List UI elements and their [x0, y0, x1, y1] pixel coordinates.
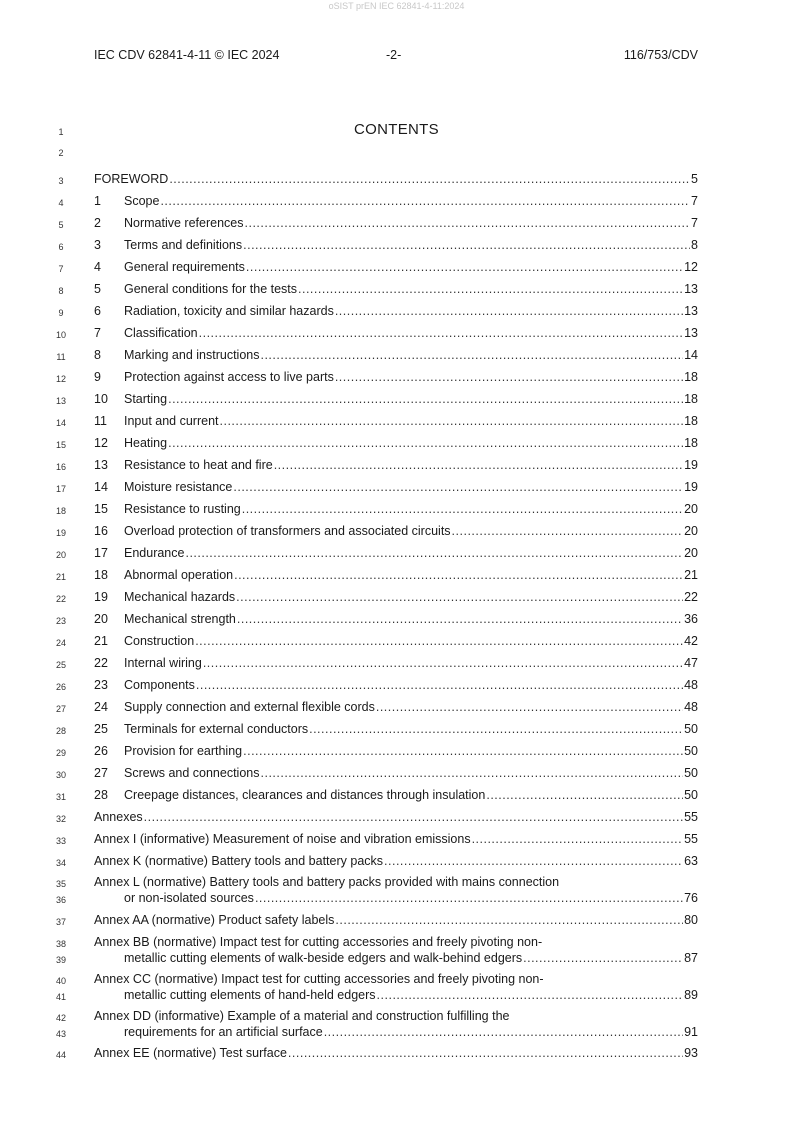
toc-entry-title: or non-isolated sources	[124, 891, 254, 905]
toc-entry-page: 22	[684, 590, 698, 604]
toc-entry-title: requirements for an artificial surface	[124, 1025, 323, 1039]
dot-leader	[274, 458, 683, 473]
toc-entry-title: Input and current	[124, 414, 219, 428]
line-number: 13	[55, 396, 66, 406]
dot-leader	[377, 988, 684, 1003]
toc-entry-number: 5	[94, 282, 101, 296]
toc-entry[interactable]	[94, 436, 698, 451]
toc-entry-page: 50	[684, 744, 698, 758]
toc-entry-page: 89	[684, 988, 698, 1002]
line-number: 44	[55, 1050, 66, 1060]
toc-entry[interactable]	[94, 480, 698, 495]
toc-entry-page: 50	[684, 766, 698, 780]
toc-entry[interactable]	[94, 414, 698, 429]
toc-entry-title: Creepage distances, clearances and distances through insulation	[124, 788, 486, 802]
toc-entry-title: Supply connection and external flexible cords	[124, 700, 375, 714]
dot-leader	[233, 480, 683, 495]
toc-entry[interactable]	[94, 656, 698, 671]
toc-entry-title: Annex AA (normative) Product safety labels	[94, 913, 335, 927]
line-number: 28	[55, 726, 66, 736]
dot-leader	[220, 414, 684, 429]
dot-leader	[237, 612, 683, 627]
line-number: 32	[55, 814, 66, 824]
toc-entry-title-first-line[interactable]: Annex DD (informative) Example of a material and construction fulfilling the	[94, 1009, 510, 1023]
toc-entry-number: 9	[94, 370, 101, 384]
toc-entry-page: 13	[684, 282, 698, 296]
line-number: 40	[55, 976, 66, 986]
dot-leader	[236, 590, 683, 605]
dot-leader	[288, 1046, 683, 1061]
toc-entry[interactable]	[94, 502, 698, 517]
toc-entry[interactable]	[94, 370, 698, 385]
toc-entry[interactable]	[94, 590, 698, 605]
line-number: 43	[55, 1029, 66, 1039]
toc-entry-title: Terms and definitions	[124, 238, 243, 252]
toc-entry-title: Mechanical hazards	[124, 590, 236, 604]
dot-leader	[309, 722, 683, 737]
toc-entry-page: 18	[684, 370, 698, 384]
line-number: 31	[55, 792, 66, 802]
toc-entry-title: Annex K (normative) Battery tools and battery packs	[94, 854, 384, 868]
toc-entry-number: 6	[94, 304, 101, 318]
dot-leader	[335, 913, 683, 928]
toc-entry-page: 87	[684, 951, 698, 965]
toc-entry[interactable]	[94, 1046, 698, 1061]
toc-entry-title: Screws and connections	[124, 766, 260, 780]
line-number: 42	[55, 1013, 66, 1023]
toc-entry-title: FOREWORD	[94, 172, 169, 186]
toc-entry[interactable]	[94, 326, 698, 341]
line-number: 29	[55, 748, 66, 758]
toc-entry-number: 25	[94, 722, 108, 736]
dot-leader	[452, 524, 684, 539]
dot-leader	[199, 326, 683, 341]
toc-entry-title-first-line[interactable]: Annex L (normative) Battery tools and battery packs provided with mains connection	[94, 875, 560, 889]
dot-leader	[298, 282, 683, 297]
toc-entry-title: Construction	[124, 634, 195, 648]
toc-entry-page: 63	[684, 854, 698, 868]
toc-entry-title: General requirements	[124, 260, 245, 274]
toc-entry-page: 5	[691, 172, 698, 186]
toc-entry-title: Provision for earthing	[124, 744, 243, 758]
toc-entry-page: 91	[684, 1025, 698, 1039]
line-number: 30	[55, 770, 66, 780]
dot-leader	[260, 348, 683, 363]
dot-leader	[523, 951, 683, 966]
toc-entry-page: 20	[684, 546, 698, 560]
toc-entry-page: 7	[691, 216, 698, 230]
toc-entry-title: metallic cutting elements of hand-held edgers	[124, 988, 376, 1002]
toc-entry[interactable]	[124, 1025, 698, 1040]
toc-entry-number: 16	[94, 524, 108, 538]
line-number: 39	[55, 955, 66, 965]
toc-entry[interactable]	[94, 913, 698, 928]
line-number: 21	[55, 572, 66, 582]
dot-leader	[160, 194, 690, 209]
toc-entry-page: 55	[684, 810, 698, 824]
toc-entry[interactable]	[94, 788, 698, 803]
toc-entry-number: 18	[94, 568, 108, 582]
toc-entry-title: Components	[124, 678, 195, 692]
toc-entry-page: 80	[684, 913, 698, 927]
toc-entry-page: 93	[684, 1046, 698, 1060]
line-number: 8	[58, 286, 64, 296]
toc-entry-title: Scope	[124, 194, 160, 208]
toc-entry-title: Normative references	[124, 216, 244, 230]
toc-entry-title: Overload protection of transformers and associated circuits	[124, 524, 451, 538]
toc-entry[interactable]	[94, 238, 698, 253]
dot-leader	[472, 832, 684, 847]
line-number: 26	[55, 682, 66, 692]
toc-entry[interactable]	[94, 216, 698, 231]
line-number: 1	[58, 127, 64, 137]
toc-entry-title: Annexes	[94, 810, 143, 824]
line-number: 19	[55, 528, 66, 538]
line-number: 2	[58, 148, 64, 158]
toc-entry-number: 13	[94, 458, 108, 472]
toc-entry[interactable]	[94, 722, 698, 737]
line-number: 18	[55, 506, 66, 516]
page-title: CONTENTS	[354, 121, 439, 138]
toc-entry-page: 18	[684, 414, 698, 428]
watermark: oSIST prEN IEC 62841-4-11:2024	[328, 1, 465, 11]
toc-entry-number: 4	[94, 260, 101, 274]
toc-entry-title: Endurance	[124, 546, 185, 560]
toc-entry-title-first-line[interactable]: Annex CC (normative) Impact test for cutting accessories and freely pivoting non-	[94, 972, 544, 986]
toc-entry-title: Internal wiring	[124, 656, 202, 670]
line-number: 27	[55, 704, 66, 714]
toc-entry-page: 20	[684, 502, 698, 516]
line-number: 35	[55, 879, 66, 889]
dot-leader	[168, 392, 683, 407]
toc-entry-title: Terminals for external conductors	[124, 722, 309, 736]
line-number: 10	[55, 330, 66, 340]
toc-entry-title: Classification	[124, 326, 198, 340]
line-number: 14	[55, 418, 66, 428]
toc-entry-page: 55	[684, 832, 698, 846]
toc-entry-number: 27	[94, 766, 108, 780]
toc-entry[interactable]	[94, 194, 698, 209]
toc-entry[interactable]	[94, 700, 698, 715]
toc-entry[interactable]	[94, 744, 698, 759]
toc-entry-title: Annex EE (normative) Test surface	[94, 1046, 287, 1060]
toc-entry-page: 42	[684, 634, 698, 648]
toc-entry-number: 21	[94, 634, 108, 648]
header-document-ref: 116/753/CDV	[623, 48, 698, 62]
toc-entry-title: Heating	[124, 436, 168, 450]
toc-entry[interactable]	[94, 172, 698, 187]
toc-entry-number: 11	[94, 414, 107, 428]
toc-entry-title: General conditions for the tests	[124, 282, 298, 296]
dot-leader	[376, 700, 683, 715]
toc-entry-title: Moisture resistance	[124, 480, 233, 494]
dot-leader	[196, 678, 683, 693]
dot-leader	[384, 854, 683, 869]
line-number: 25	[55, 660, 66, 670]
toc-entry[interactable]	[94, 678, 698, 693]
line-number: 15	[55, 440, 66, 450]
dot-leader	[335, 304, 683, 319]
toc-entry[interactable]	[124, 891, 698, 906]
toc-entry[interactable]	[124, 988, 698, 1003]
line-number: 5	[58, 220, 64, 230]
toc-entry-number: 20	[94, 612, 108, 626]
line-number: 3	[58, 176, 64, 186]
line-number: 7	[58, 264, 64, 274]
toc-entry-page: 50	[684, 722, 698, 736]
line-number: 24	[55, 638, 66, 648]
toc-entry-page: 18	[684, 392, 698, 406]
toc-entry[interactable]	[94, 282, 698, 297]
toc-entry-page: 7	[691, 194, 698, 208]
toc-entry-page: 19	[684, 458, 698, 472]
toc-entry-number: 12	[94, 436, 108, 450]
toc-entry-page: 13	[684, 304, 698, 318]
line-number: 36	[55, 895, 66, 905]
dot-leader	[195, 634, 683, 649]
dot-leader	[335, 370, 683, 385]
toc-entry-page: 48	[684, 678, 698, 692]
line-number: 6	[58, 242, 64, 252]
toc-entry[interactable]	[94, 854, 698, 869]
line-number: 20	[55, 550, 66, 560]
toc-entry-number: 17	[94, 546, 108, 560]
line-number: 4	[58, 198, 64, 208]
toc-entry-number: 8	[94, 348, 101, 362]
toc-entry-title: Abnormal operation	[124, 568, 234, 582]
toc-entry[interactable]	[94, 546, 698, 561]
toc-entry-page: 14	[684, 348, 698, 362]
toc-entry-title: Marking and instructions	[124, 348, 260, 362]
line-number: 11	[56, 352, 66, 362]
dot-leader	[243, 238, 690, 253]
line-number: 12	[55, 374, 66, 384]
line-number: 22	[55, 594, 66, 604]
line-number: 16	[55, 462, 66, 472]
line-number: 37	[55, 917, 66, 927]
toc-entry[interactable]	[94, 568, 698, 583]
toc-entry-number: 22	[94, 656, 108, 670]
toc-entry-number: 23	[94, 678, 108, 692]
toc-entry[interactable]	[94, 810, 698, 825]
toc-entry[interactable]	[94, 348, 698, 363]
toc-entry[interactable]	[94, 458, 698, 473]
toc-entry-number: 14	[94, 480, 108, 494]
toc-entry-page: 50	[684, 788, 698, 802]
toc-entry-number: 1	[94, 194, 101, 208]
toc-entry-title: Resistance to rusting	[124, 502, 241, 516]
line-number: 34	[55, 858, 66, 868]
line-number: 41	[55, 992, 66, 1002]
toc-entry-number: 24	[94, 700, 108, 714]
dot-leader	[243, 744, 683, 759]
toc-entry-title: Protection against access to live parts	[124, 370, 334, 384]
toc-entry-page: 13	[684, 326, 698, 340]
dot-leader	[169, 172, 690, 187]
line-number: 23	[55, 616, 66, 626]
toc-entry-number: 2	[94, 216, 101, 230]
toc-entry-number: 10	[94, 392, 108, 406]
toc-entry[interactable]	[124, 951, 698, 966]
toc-entry-page: 21	[684, 568, 698, 582]
toc-entry-title: Mechanical strength	[124, 612, 236, 626]
dot-leader	[255, 891, 683, 906]
toc-entry-number: 28	[94, 788, 108, 802]
toc-entry-page: 48	[684, 700, 698, 714]
toc-entry[interactable]	[94, 612, 698, 627]
toc-entry-title: Resistance to heat and fire	[124, 458, 273, 472]
toc-entry[interactable]	[94, 392, 698, 407]
toc-entry[interactable]	[94, 260, 698, 275]
dot-leader	[261, 766, 684, 781]
toc-entry-title: metallic cutting elements of walk-beside edgers and walk-behind edgers	[124, 951, 523, 965]
toc-entry-page: 76	[684, 891, 698, 905]
toc-entry-page: 47	[684, 656, 698, 670]
dot-leader	[246, 260, 683, 275]
toc-entry-title-first-line[interactable]: Annex BB (normative) Impact test for cutting accessories and freely pivoting non-	[94, 935, 543, 949]
dot-leader	[168, 436, 683, 451]
line-number: 9	[58, 308, 64, 318]
line-number: 38	[55, 939, 66, 949]
dot-leader	[185, 546, 683, 561]
header-page-number: -2-	[386, 48, 402, 62]
toc-entry[interactable]	[94, 304, 698, 319]
toc-entry[interactable]	[94, 832, 698, 847]
dot-leader	[203, 656, 683, 671]
toc-entry[interactable]	[94, 524, 698, 539]
toc-entry[interactable]	[94, 766, 698, 781]
dot-leader	[245, 216, 691, 231]
line-number: 17	[55, 484, 66, 494]
toc-entry-page: 12	[684, 260, 698, 274]
toc-entry-page: 19	[684, 480, 698, 494]
dot-leader	[144, 810, 683, 825]
dot-leader	[486, 788, 683, 803]
header-standard-id: IEC CDV 62841-4-11 © IEC 2024	[94, 48, 280, 62]
toc-entry-title: Annex I (informative) Measurement of noise and vibration emissions	[94, 832, 471, 846]
line-number: 33	[55, 836, 66, 846]
toc-entry-page: 18	[684, 436, 698, 450]
toc-entry-page: 20	[684, 524, 698, 538]
dot-leader	[242, 502, 683, 517]
toc-entry-number: 26	[94, 744, 108, 758]
toc-entry-title: Starting	[124, 392, 168, 406]
toc-entry-number: 15	[94, 502, 108, 516]
toc-entry-number: 7	[94, 326, 101, 340]
dot-leader	[324, 1025, 683, 1040]
toc-entry-page: 8	[691, 238, 698, 252]
toc-entry-number: 19	[94, 590, 108, 604]
toc-entry-page: 36	[684, 612, 698, 626]
toc-entry-number: 3	[94, 238, 101, 252]
toc-entry-title: Radiation, toxicity and similar hazards	[124, 304, 334, 318]
toc-entry[interactable]	[94, 634, 698, 649]
dot-leader	[234, 568, 683, 583]
